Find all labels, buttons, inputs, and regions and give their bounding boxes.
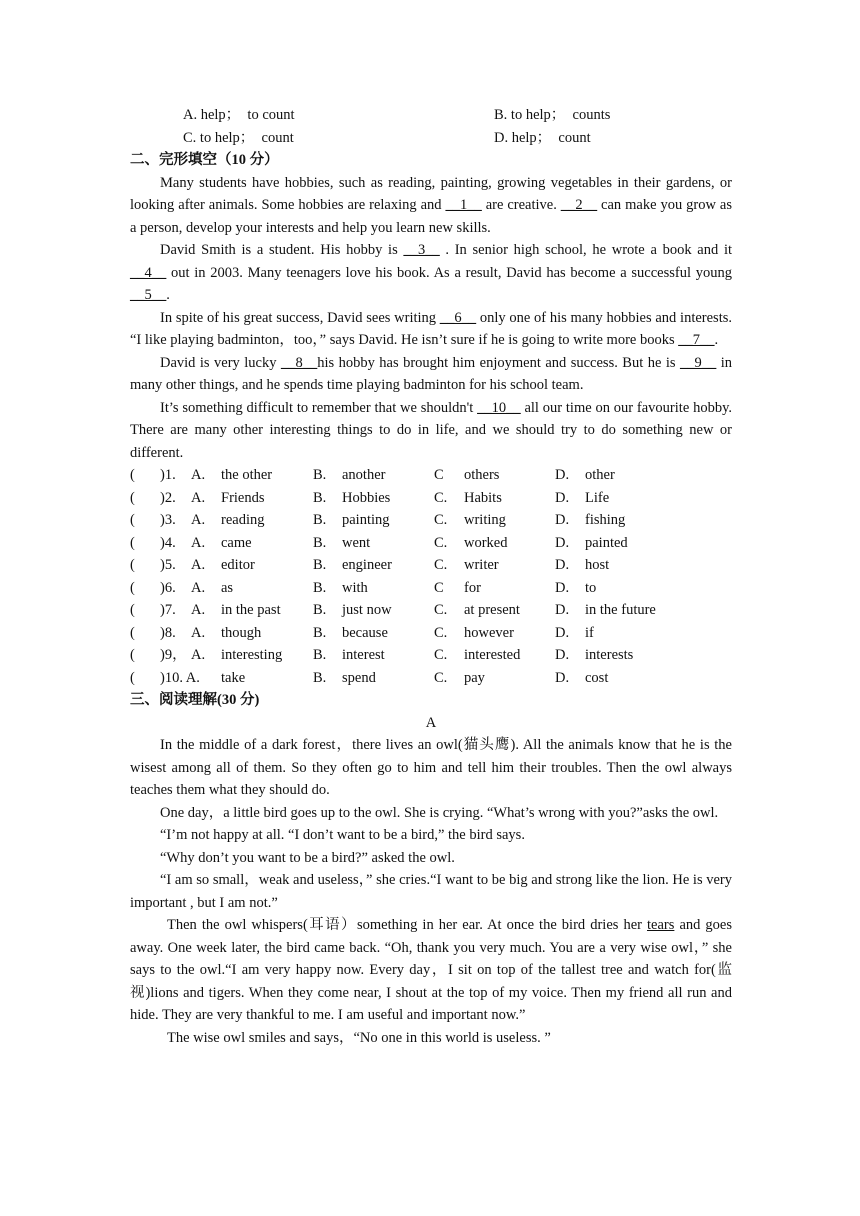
option-c-text: others <box>464 467 500 483</box>
reading-paragraph-6: Then the owl whispers(耳语）something in her ear. At once the bird dries her tears and goes away. One week later, the bird came back. “Oh, thank you very much. You are a very wise owl，” she says to the owl.“I am very happy now. Every day，I sit on top of the tallest tree and watch for(监视)lions and tigers. When they come near, I shout at the top of my voice. Then my friend all run and hide. They are very thankful to me. I am useful and important now.” <box>130 917 732 1023</box>
cloze-paragraph-2: David Smith is a student. His hobby is __3__ . In senior high school, he wrote a book and it __4__ out in 2003. Many teenagers love his book. As a result, David has become a successful young __5__. <box>130 242 732 303</box>
question-number: )10. A. <box>160 669 200 686</box>
option-c-text: writing <box>464 512 506 528</box>
question-number: )3. <box>160 512 176 528</box>
option-d-letter: D. <box>555 579 570 596</box>
option-d-letter: D. <box>555 669 570 686</box>
answer-bracket: ( <box>130 579 135 596</box>
option-a-letter: A. <box>191 489 206 506</box>
option-b-letter: B. <box>313 467 327 483</box>
option-c-text: interested <box>464 647 521 663</box>
option-c-letter: C. <box>434 624 448 641</box>
question-row <box>130 644 732 667</box>
cloze-paragraph-1: Many students have hobbies, such as reading, painting, growing vegetables in their gardens, or looking after animals. Some hobbies are relaxing and __1__ are creative. __2__ can make you grow as a person, develop your interests and help you learn new skills. <box>130 174 732 236</box>
reading-paragraph-1: In the middle of a dark forest，there lives an owl(猫头鹰). All the animals know that he is the wisest among all of them. So they often go to him and tell him their troubles. Then the owl always teaches them what they should do. <box>130 737 732 798</box>
option-a-text: reading <box>221 512 265 528</box>
question-number: )1. <box>160 467 176 483</box>
cloze-questions <box>130 464 732 689</box>
blank-5: __5__ <box>130 287 167 303</box>
answer-bracket: ( <box>130 669 135 686</box>
option-b-letter: B. <box>313 512 327 528</box>
blank-9: __9__ <box>680 354 717 371</box>
option-b-letter: B. <box>313 489 327 506</box>
option-c-letter: C. <box>434 669 448 686</box>
option-b-text: because <box>342 624 388 641</box>
option-b-text: just now <box>342 602 392 618</box>
option-c-letter: C. <box>434 647 448 663</box>
blank-3: __3__ <box>403 242 440 258</box>
reading-paragraph-7: The wise owl smiles and says，“No one in this world is useless. ” <box>167 1029 551 1046</box>
section-3-title: 三、阅读理解(30 分) <box>130 692 260 708</box>
option-b-text: spend <box>342 669 376 686</box>
answer-bracket: ( <box>130 467 135 483</box>
option-a-letter: A. <box>191 647 206 663</box>
option-d-text: host <box>585 557 610 573</box>
question-row <box>130 577 732 600</box>
cloze-paragraph-4: David is very lucky __8__his hobby has brought him enjoyment and success. But he is __9__ in many other things, and he spends time playing badminton for his school team. <box>130 354 732 393</box>
option-c-letter: C <box>434 467 444 483</box>
option-d-text: other <box>585 467 615 483</box>
option-a-text: take <box>221 669 246 686</box>
option-d-letter: D. <box>555 534 570 551</box>
underlined-word-tears: tears <box>647 917 675 933</box>
option-c-text: however <box>464 624 514 641</box>
option-a: A. help； to count <box>183 107 295 123</box>
option-b-text: another <box>342 467 386 483</box>
option-a-text: the other <box>221 467 273 483</box>
option-c-letter: C. <box>434 602 448 618</box>
option-a-text: came <box>221 534 252 551</box>
answer-bracket: ( <box>130 624 135 641</box>
question-row <box>130 532 732 555</box>
option-b-letter: B. <box>313 669 327 686</box>
option-d-text: if <box>585 624 594 641</box>
option-d-letter: D. <box>555 512 570 528</box>
option-b-letter: B. <box>313 534 327 551</box>
option-c-text: Habits <box>464 489 502 506</box>
option-d-letter: D. <box>555 489 570 506</box>
option-c-text: writer <box>464 557 499 573</box>
answer-bracket: ( <box>130 489 135 506</box>
passage-label: A <box>425 714 437 731</box>
cloze-paragraph-5: It’s something difficult to remember that we shouldn't __10__ all our time on our favourite hobby. There are many other interesting things to do in life, and we should try to do something new or different. <box>130 399 732 461</box>
option-d-text: cost <box>585 669 609 686</box>
option-a-text: Friends <box>221 489 265 506</box>
option-c-text: worked <box>464 534 508 551</box>
question-number: )4. <box>160 534 176 551</box>
option-b: B. to help； counts <box>494 107 611 123</box>
option-c-letter: C <box>434 579 444 596</box>
option-d-text: interests <box>585 647 634 663</box>
cloze-paragraph-3: In spite of his great success, David sees writing __6__ only one of his many hobbies and interests. “I like playing badminton，too，” says David. He isn’t sure if he is going to write more books __7__. <box>130 309 732 348</box>
option-b-text: painting <box>342 512 390 528</box>
blank-1: __1__ <box>445 197 482 213</box>
answer-bracket: ( <box>130 534 135 551</box>
blank-8: __8__ <box>280 354 318 371</box>
option-b-text: engineer <box>342 557 392 573</box>
option-c: C. to help； count <box>183 129 294 146</box>
question-row <box>130 464 732 487</box>
question-row <box>130 509 732 532</box>
reading-paragraph-2: One day，a little bird goes up to the owl. She is crying. “What’s wrong with you?”asks the owl. <box>160 804 719 821</box>
blank-4: __4__ <box>130 264 167 281</box>
question-number: )6. <box>160 579 176 596</box>
blank-7: __7__ <box>678 332 715 348</box>
question-row <box>130 487 732 510</box>
option-d-letter: D. <box>555 467 570 483</box>
option-d-text: fishing <box>585 512 626 528</box>
option-a-letter: A. <box>191 602 206 618</box>
question-number: )9， <box>160 647 187 663</box>
answer-bracket: ( <box>130 512 135 528</box>
option-b-letter: B. <box>313 602 327 618</box>
option-c-letter: C. <box>434 512 448 528</box>
option-c-text: for <box>464 579 481 596</box>
prev-options-row-2 <box>130 127 732 150</box>
option-b-letter: B. <box>313 557 327 573</box>
reading-paragraph-5: “I am so small，weak and useless，” she cries.“I want to be big and strong like the lion. He is very important , but I am not.” <box>130 872 732 911</box>
option-d-text: to <box>585 579 597 596</box>
option-a-letter: A. <box>191 579 206 596</box>
option-b-letter: B. <box>313 624 327 641</box>
reading-paragraph-4: “Why don’t you want to be a bird?” asked the owl. <box>160 849 455 866</box>
option-b-letter: B. <box>313 647 327 663</box>
option-b-text: interest <box>342 647 385 663</box>
option-b-text: Hobbies <box>342 489 391 506</box>
option-d: D. help； count <box>494 129 591 146</box>
option-d-letter: D. <box>555 602 570 618</box>
option-c-letter: C. <box>434 557 448 573</box>
prev-options-row-1 <box>130 104 732 127</box>
answer-bracket: ( <box>130 647 135 663</box>
answer-bracket: ( <box>130 602 135 618</box>
option-a-text: in the past <box>221 602 281 618</box>
question-number: )5. <box>160 557 176 573</box>
option-c-letter: C. <box>434 489 448 506</box>
question-number: )7. <box>160 602 176 618</box>
option-d-letter: D. <box>555 647 570 663</box>
answer-bracket: ( <box>130 557 135 573</box>
option-d-letter: D. <box>555 557 570 573</box>
question-row <box>130 554 732 577</box>
option-a-text: as <box>221 579 234 596</box>
option-c-text: at present <box>464 602 520 618</box>
question-row <box>130 599 732 622</box>
option-b-text: went <box>342 534 371 551</box>
option-c-letter: C. <box>434 534 448 551</box>
option-d-letter: D. <box>555 624 570 641</box>
question-row <box>130 667 732 690</box>
option-a-letter: A. <box>191 624 206 641</box>
blank-2: __2__ <box>560 197 598 213</box>
option-d-text: Life <box>585 489 610 506</box>
option-a-text: editor <box>221 557 255 573</box>
question-number: )2. <box>160 489 176 506</box>
option-a-letter: A. <box>191 557 206 573</box>
section-2-title: 二、完形填空（10 分） <box>130 152 279 168</box>
option-b-text: with <box>342 579 368 596</box>
option-a-text: though <box>221 624 262 641</box>
option-a-letter: A. <box>191 534 206 551</box>
option-a-letter: A. <box>191 512 206 528</box>
exam-page <box>130 104 732 1049</box>
option-a-letter: A. <box>191 467 206 483</box>
option-a-text: interesting <box>221 647 283 663</box>
question-number: )8. <box>160 624 176 641</box>
blank-10: __10__ <box>477 399 521 416</box>
question-row <box>130 622 732 645</box>
blank-6: __6__ <box>439 309 477 326</box>
option-b-letter: B. <box>313 579 327 596</box>
option-c-text: pay <box>464 669 485 686</box>
option-d-text: in the future <box>585 602 656 618</box>
reading-paragraph-3: “I’m not happy at all. “I don’t want to be a bird,” the bird says. <box>160 827 525 843</box>
option-d-text: painted <box>585 534 628 551</box>
